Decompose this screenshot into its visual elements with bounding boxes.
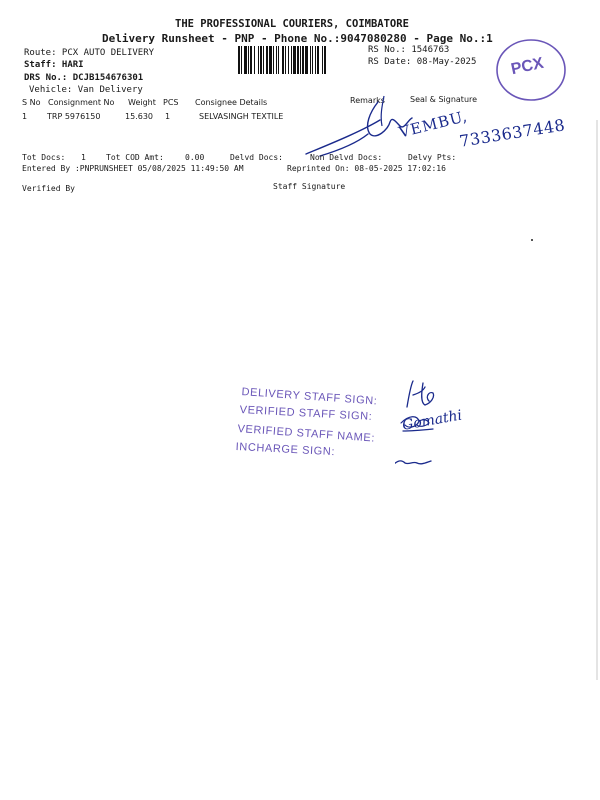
runsheet-subtitle: Delivery Runsheet - PNP - Phone No.:9047080280 - Page No.:1	[102, 32, 493, 45]
barcode	[238, 46, 362, 74]
vehicle-text: Vehicle: Van Delivery	[29, 85, 143, 95]
page-edge-shadow	[596, 120, 598, 680]
receiver-phone-handwritten: 7333637448	[458, 115, 567, 151]
route-text: Route: PCX AUTO DELIVERY	[24, 48, 155, 58]
rs-date: RS Date: 08-May-2025	[368, 57, 477, 67]
receiver-name-handwritten: VEMBU,	[397, 107, 470, 142]
tot-cod-label: Tot COD Amt:	[106, 153, 164, 162]
delvy-pts-label: Delvy Pts:	[408, 153, 457, 162]
tot-cod-value: 0.00	[185, 153, 205, 162]
row-weight: 15.630	[125, 112, 153, 121]
row-consignee: SELVASINGH TEXTILE	[199, 112, 284, 121]
staff-text: Staff: HARI	[24, 60, 84, 70]
stamp-delivery-staff-sign: DELIVERY STAFF SIGN:	[241, 386, 378, 408]
drs-number: DRS No.: DCJB154676301	[24, 73, 144, 83]
pcx-round-stamp	[494, 38, 568, 102]
reprinted-on: Reprinted On: 08-05-2025 17:02:16	[287, 164, 446, 173]
stamp-verified-staff-name: VERIFIED STAFF NAME:	[237, 423, 376, 445]
stamp-incharge-sign: INCHARGE SIGN:	[235, 441, 336, 459]
incharge-name-handwritten: Gomathi	[401, 407, 464, 434]
col-weight: Weight	[128, 98, 156, 107]
print-speck	[531, 239, 533, 241]
rs-number: RS No.: 1546763	[368, 45, 450, 55]
stamp-verified-staff-sign: VERIFIED STAFF SIGN:	[239, 404, 373, 423]
col-seal-signature: Seal & Signature	[410, 95, 478, 104]
col-consignment: Consignment No	[48, 98, 115, 107]
tot-docs-label: Tot Docs:	[22, 153, 66, 162]
staff-signature-label: Staff Signature	[273, 182, 346, 191]
row-consignment: TRP 5976150	[47, 112, 101, 121]
col-consignee: Consignee Details	[195, 98, 268, 107]
row-sno: 1	[22, 112, 28, 121]
entered-by: Entered By :PNPRUNSHEET 05/08/2025 11:49:50 AM	[22, 164, 244, 173]
delvd-docs-label: Delvd Docs:	[230, 153, 283, 162]
non-delvd-docs-label: Non Delvd Docs:	[310, 153, 383, 162]
company-title: THE PROFESSIONAL COURIERS, COIMBATORE	[175, 18, 409, 30]
col-sno: S No	[22, 98, 41, 107]
tot-docs-value: 1	[81, 153, 86, 162]
pcx-stamp-text: PCX	[509, 54, 546, 79]
col-pcs: PCS	[163, 98, 179, 107]
verified-by-label: Verified By	[22, 184, 75, 193]
col-remarks: Remarks	[350, 96, 385, 105]
row-pcs: 1	[165, 112, 171, 121]
